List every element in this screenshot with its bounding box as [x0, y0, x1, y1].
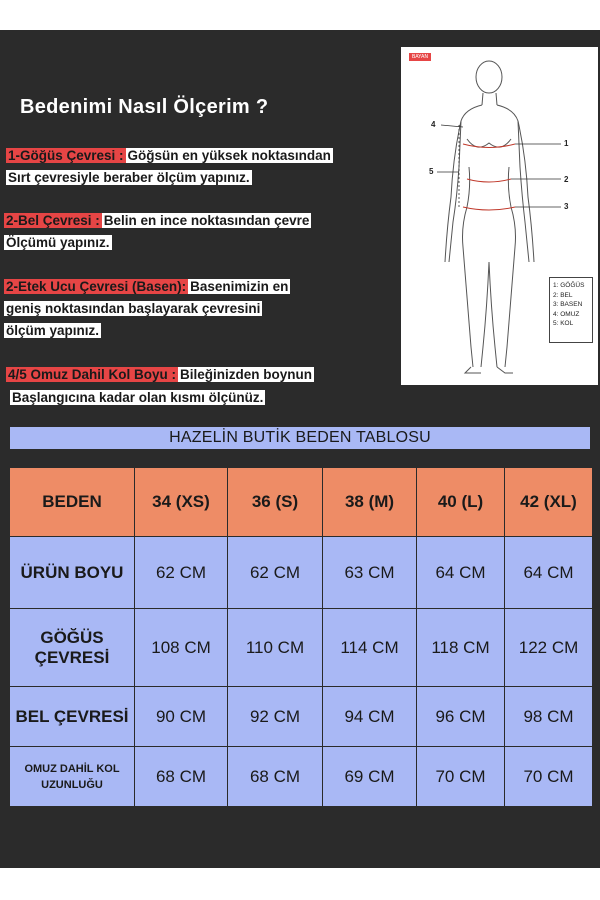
table-cell: 62 CM — [228, 537, 323, 609]
size-table — [9, 467, 593, 807]
row-label-urun-boyu: ÜRÜN BOYU — [10, 537, 135, 609]
marker-3: 3 — [564, 202, 569, 211]
legend-item: 4: OMUZ — [553, 310, 580, 318]
page-heading: Bedenimi Nasıl Ölçerim ? — [20, 96, 269, 118]
row-label-gogus-cevresi — [10, 609, 135, 687]
instruction-1-label: 1-Göğüs Çevresi : — [8, 148, 124, 163]
table-cell: 68 CM — [135, 747, 228, 807]
instruction-1-text-1: Göğsün en yüksek noktasından — [127, 148, 331, 163]
instruction-4-text-1: Bileğinizden boynun — [180, 367, 313, 382]
table-cell: 64 CM — [505, 537, 593, 609]
instruction-3-line-1 — [4, 277, 290, 297]
instruction-3-text-1: Basenimizin en — [190, 279, 289, 294]
row-label-bel-cevresi: BEL ÇEVRESİ — [10, 687, 135, 747]
instruction-4-line-2 — [10, 388, 265, 408]
instruction-4-label: 4/5 Omuz Dahil Kol Boyu : — [8, 367, 177, 382]
figure-legend — [549, 277, 593, 343]
instruction-4-line-1 — [6, 365, 314, 385]
table-cell: 108 CM — [135, 609, 228, 687]
instruction-1-line-1 — [6, 146, 333, 166]
marker-5: 5 — [429, 167, 434, 176]
instruction-3-text-2: geniş noktasından başlayarak çevresini — [6, 301, 261, 316]
instruction-2-text-2: Ölçümü yapınız. — [6, 235, 110, 250]
marker-2: 2 — [564, 175, 569, 184]
table-cell: 70 CM — [505, 747, 593, 807]
header-cell-size: 34 (XS) — [135, 468, 228, 537]
body-measurement-figure — [401, 47, 598, 385]
table-cell: 92 CM — [228, 687, 323, 747]
instruction-3-text-3: ölçüm yapınız. — [6, 323, 100, 338]
instruction-3-line-3 — [4, 321, 101, 341]
table-cell: 96 CM — [417, 687, 505, 747]
legend-item: 2: BEL — [553, 291, 573, 299]
marker-4: 4 — [431, 120, 436, 129]
header-cell-size: 36 (S) — [228, 468, 323, 537]
figure-badge: BAYAN — [409, 53, 431, 61]
row-label-line: GÖĞÜS — [40, 627, 104, 647]
legend-item: 1: GÖĞÜS — [553, 282, 585, 289]
table-cell: 68 CM — [228, 747, 323, 807]
table-row — [10, 687, 593, 747]
instruction-4-text-2: Başlangıcına kadar olan kısmı ölçünüz. — [12, 390, 264, 405]
legend-item: 5: KOL — [553, 320, 574, 327]
table-cell: 98 CM — [505, 687, 593, 747]
table-cell: 69 CM — [323, 747, 417, 807]
header-cell-size: 40 (L) — [417, 468, 505, 537]
table-cell: 122 CM — [505, 609, 593, 687]
table-cell: 64 CM — [417, 537, 505, 609]
table-cell: 94 CM — [323, 687, 417, 747]
row-label-line: OMUZ DAHİL KOL — [24, 762, 120, 775]
table-header-row — [10, 468, 593, 537]
row-label-omuz-dahil-kol — [10, 747, 135, 807]
instruction-1-line-2 — [6, 168, 252, 188]
instruction-2-line-1 — [4, 211, 311, 231]
instruction-3-label: 2-Etek Ucu Çevresi (Basen): — [6, 279, 187, 294]
table-title: HAZELİN BUTİK BEDEN TABLOSU — [10, 427, 590, 449]
table-row — [10, 537, 593, 609]
instruction-2-line-2 — [4, 233, 112, 253]
instruction-2-label: 2-Bel Çevresi : — [6, 213, 100, 228]
table-cell: 114 CM — [323, 609, 417, 687]
table-cell: 62 CM — [135, 537, 228, 609]
table-row — [10, 747, 593, 807]
row-label-line: ÇEVRESİ — [34, 647, 110, 667]
marker-1: 1 — [564, 139, 569, 148]
table-cell: 110 CM — [228, 609, 323, 687]
header-cell-beden: BEDEN — [10, 468, 135, 537]
table-cell: 90 CM — [135, 687, 228, 747]
instruction-2-text-1: Belin en ince noktasından çevre — [103, 213, 310, 228]
instruction-3-line-2 — [4, 299, 262, 319]
table-cell: 63 CM — [323, 537, 417, 609]
legend-item: 3: BASEN — [553, 301, 583, 308]
row-label-line: UZUNLUĞU — [41, 778, 103, 791]
table-cell: 70 CM — [417, 747, 505, 807]
header-cell-size: 42 (XL) — [505, 468, 593, 537]
table-cell: 118 CM — [417, 609, 505, 687]
header-cell-size: 38 (M) — [323, 468, 417, 537]
table-row — [10, 609, 593, 687]
instruction-1-text-2: Sırt çevresiyle beraber ölçüm yapınız. — [8, 170, 250, 185]
